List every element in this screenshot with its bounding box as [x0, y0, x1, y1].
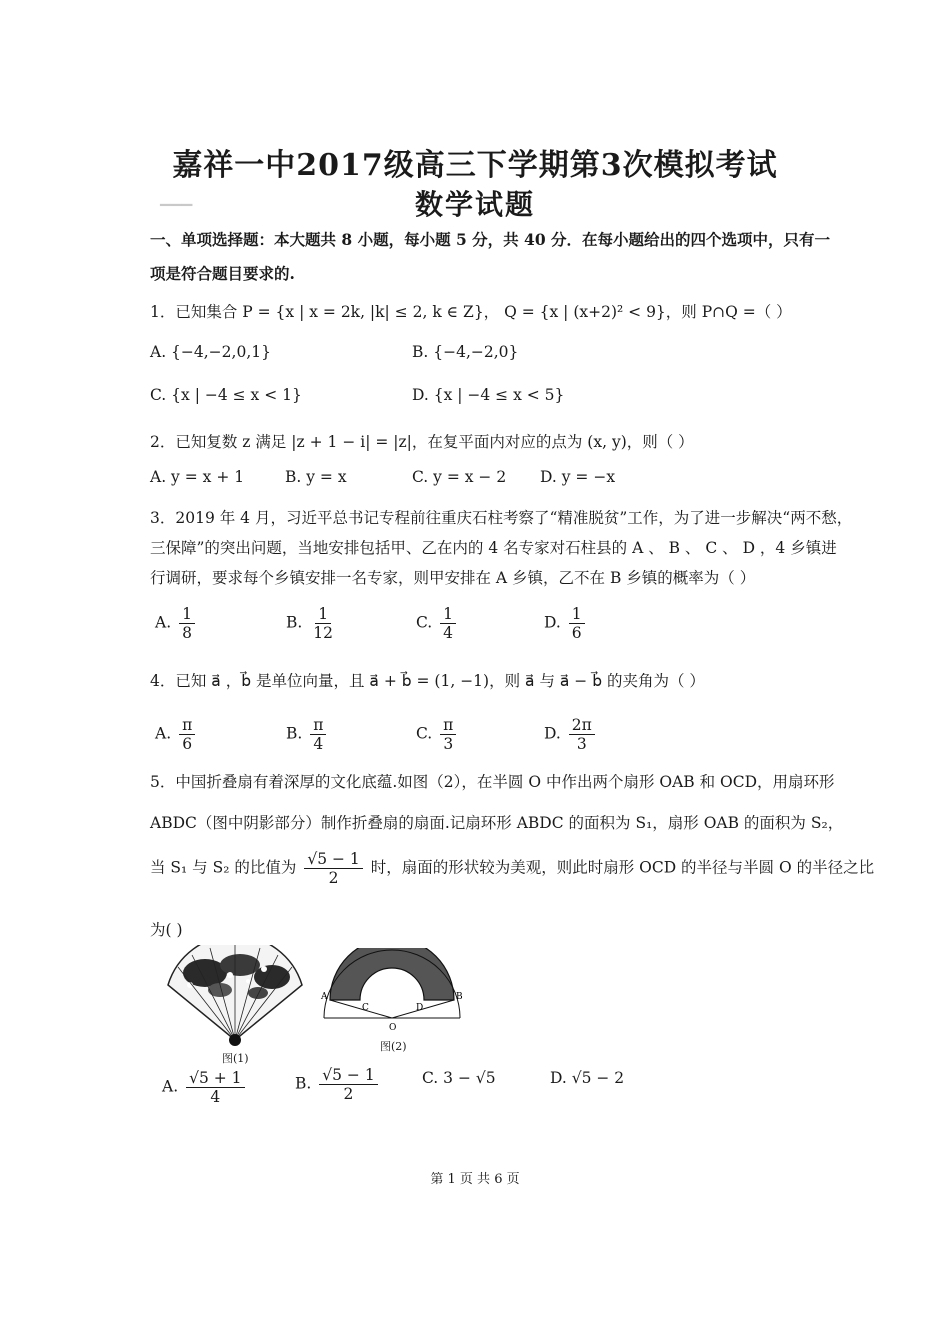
q4-option-c	[416, 716, 459, 753]
q3-option-a	[155, 605, 198, 642]
q5-option-a-fraction: $\frac{√5 + 1}{4}$	[186, 1069, 244, 1106]
q3-line3: 行调研，要求每个乡镇安排一名专家，则甲安排在 A 乡镇，乙不在 B 乡镇的概率为（ ）	[150, 569, 756, 587]
q2-option-c: C. y = x − 2	[412, 468, 507, 486]
point-a-label: A	[321, 992, 328, 1002]
q3-option-d	[544, 605, 588, 642]
exam-subtitle: 数学试题	[414, 188, 535, 221]
q5-option-d: D. √5 − 2	[550, 1069, 625, 1087]
point-b-label: B	[456, 992, 463, 1002]
q5-option-b-label: B.	[295, 1074, 312, 1093]
q1-stem: 1．已知集合 P = {x | x = 2k, |k| ≤ 2, k ∈ Z}， Q = {x | (x+2)² < 9}，则 P∩Q =（ ）	[150, 303, 792, 321]
q1-option-a: A. {−4,−2,0,1}	[150, 343, 271, 361]
q5-option-c: C. 3 − √5	[422, 1069, 496, 1087]
q5-line4: 为( )	[150, 921, 183, 939]
page-footer: 第 1 页 共 6 页	[430, 1172, 520, 1187]
q1-option-c: C. {x | −4 ≤ x < 1}	[150, 386, 302, 404]
q4-option-b-fraction: $\frac{\pi}{4}$	[310, 716, 326, 753]
figure-1-caption: 图(1)	[222, 1052, 249, 1065]
q2-stem: 2．已知复数 z 满足 |z + 1 − i| = |z|，在复平面内对应的点为 (x, y)，则（ ）	[150, 433, 694, 451]
q4-stem: 4．已知 a⃗ ，b⃗ 是单位向量，且 a⃗ + b⃗ = (1, −1)，则 a⃗ 与 a⃗ − b⃗ 的夹角为（ ）	[150, 672, 705, 690]
q3-option-d-label: D.	[544, 613, 561, 632]
point-d-label: D	[416, 1003, 424, 1013]
q5-line3	[150, 850, 874, 887]
figure-1-folding-fan	[160, 945, 310, 1050]
point-o-label: O	[389, 1023, 397, 1033]
q4-option-a	[155, 716, 198, 753]
fan-pivot	[229, 1034, 241, 1046]
q1-option-d: D. {x | −4 ≤ x < 5}	[412, 386, 565, 404]
q4-option-a-label: A.	[155, 724, 172, 743]
bleed-through-text: ▔▔▔	[160, 205, 193, 221]
q5-line2: ABDC（图中阴影部分）制作折叠扇的扇面.记扇环形 ABDC 的面积为 S₁，扇形 OAB 的面积为 S₂，	[150, 814, 844, 832]
q4-option-a-fraction: $\frac{\pi}{6}$	[179, 716, 195, 753]
q1-option-b: B. {−4,−2,0}	[412, 343, 519, 361]
q5-option-b	[295, 1066, 381, 1103]
q5-line3-pre: 当 S₁ 与 S₂ 的比值为	[150, 858, 297, 877]
q2-option-a: A. y = x + 1	[150, 468, 245, 486]
q5-option-a-label: A.	[162, 1077, 179, 1096]
q3-line1: 3．2019 年 4 月，习近平总书记专程前往重庆石柱考察了“精准脱贫”工作，为了进一步解决“两不愁，	[150, 509, 853, 527]
q3-option-b-fraction: $\frac{1}{12}$	[313, 605, 333, 642]
q4-option-c-fraction: $\frac{\pi}{3}$	[440, 716, 456, 753]
q3-option-b-label: B.	[286, 613, 303, 632]
q4-option-c-label: C.	[416, 724, 433, 743]
q3-option-c-label: C.	[416, 613, 433, 632]
q4-option-d-fraction: $\frac{2\pi}{3}$	[569, 716, 595, 753]
section-heading: 一、单项选择题：本大题共 8 小题，每小题 5 分，共 40 分．在每小题给出的四个选项中，只有一	[150, 230, 831, 249]
q5-line3-post: 时，扇面的形状较为美观，则此时扇形 OCD 的半径与半圆 O 的半径之比	[370, 858, 875, 877]
q4-option-b-label: B.	[286, 724, 303, 743]
q3-line2: 三保障”的突出问题，当地安排包括甲、乙在内的 4 名专家对石柱县的 A 、 B 、 C 、 D ，4 乡镇进	[150, 539, 837, 557]
radius-oa	[330, 1000, 392, 1018]
q5-line1: 5．中国折叠扇有着深厚的文化底蕴.如图（2），在半圆 O 中作出两个扇形 OAB 和 OCD，用扇环形	[150, 773, 835, 791]
q4-option-d	[544, 716, 598, 753]
point-c-label: C	[362, 1003, 369, 1013]
q3-option-c-fraction: $\frac{1}{4}$	[440, 605, 456, 642]
q4-option-d-label: D.	[544, 724, 561, 743]
exam-title: 嘉祥一中2017级高三下学期第3次模拟考试	[172, 148, 778, 183]
q5-option-a	[162, 1069, 248, 1106]
q3-option-d-fraction: $\frac{1}{6}$	[569, 605, 585, 642]
q5-ratio-fraction: $\frac{√5 - 1}{2}$	[304, 850, 362, 887]
section-heading-cont: 项是符合题目要求的.	[150, 264, 295, 283]
figure-2-sector-ring	[318, 948, 466, 1038]
q4-option-b	[286, 716, 329, 753]
q5-option-b-fraction: $\frac{√5 - 1}{2}$	[319, 1066, 377, 1103]
q3-option-c	[416, 605, 459, 642]
figure-2-caption: 图(2)	[380, 1040, 407, 1053]
q3-option-b	[286, 605, 339, 642]
q3-option-a-label: A.	[155, 613, 172, 632]
q2-option-b: B. y = x	[285, 468, 347, 486]
shaded-annular-sector	[330, 948, 454, 1000]
q3-option-a-fraction: $\frac{1}{8}$	[179, 605, 195, 642]
q2-option-d: D. y = −x	[540, 468, 616, 486]
